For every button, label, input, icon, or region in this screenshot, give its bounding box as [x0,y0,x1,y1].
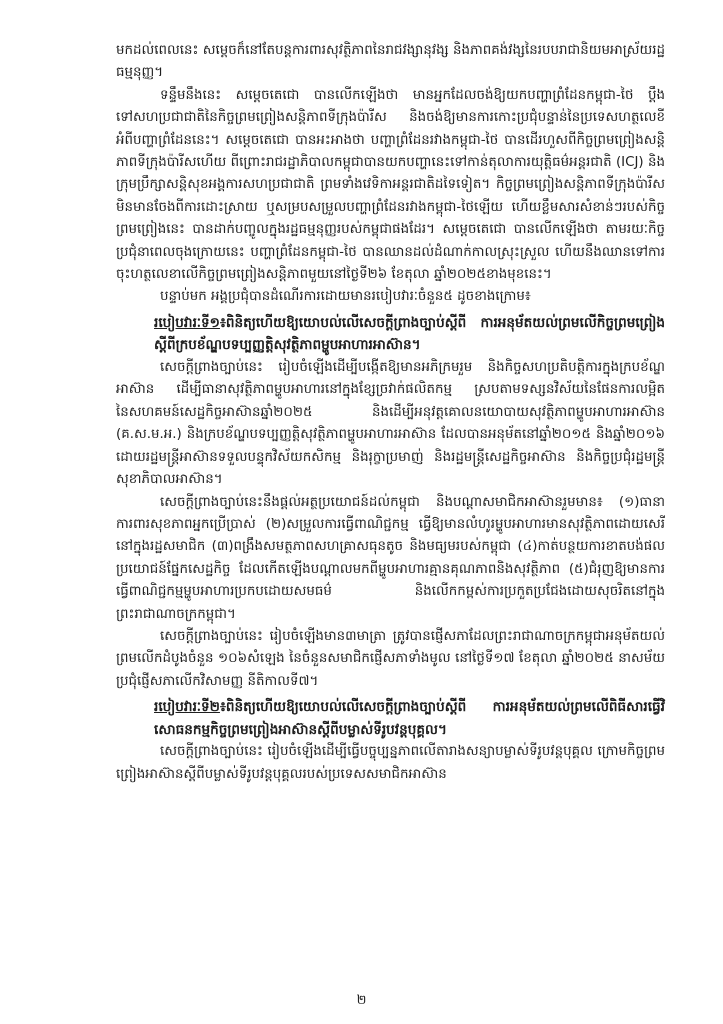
paragraph-1: មកដល់ពេលនេះ សម្ដេចក៏នៅតែបន្តការពារសុវត្ថិភាពនៃរាជវង្សានុវង្ស និងភាពគង់វង្សនៃរបបរាជានិយមអាស្រ័យរដ្ឋធម្មនុញ្ញ។ [116,43,665,81]
agenda-item-2 [116,696,665,741]
agenda-item-1 [116,312,665,357]
paragraph-4: សេចក្ដីព្រាងច្បាប់នេះ រៀបចំឡើងដើម្បីបង្កើតឱ្យមានអភិក្រមរួម និងកិច្ចសហប្រតិបត្តិការក្នុងក្របខ័ណ្ឌអាស៊ាន ដើម្បីធានាសុវត្ថិភាពម្ហូបអាហារនៅក្នុងខ្សែច្រវាក់ផលិតកម្ម ស្របតាមទស្សនវិស័យនៃផែនការលម្អិតនៃសហគមន៍សេដ្ឋកិច្ចអាស៊ានឆ្នាំ២០២៥ និងដើម្បីអនុវត្តគោលនយោបាយសុវត្ថិភាពម្ហូបអាហារអាស៊ាន (គ.ស.ម.អ.) និងក្របខ័ណ្ឌបទប្បញ្ញត្តិសុវត្ថិភាពម្ហូបអាហារអាស៊ាន ដែលបានអនុម័តនៅឆ្នាំ២០១៥ និងឆ្នាំ២០១៦ ដោយរដ្ឋមន្ត្រីអាស៊ានទទួលបន្ទុកវិស័យកសិកម្ម និងរុក្ខាប្រមាញ់ និងរដ្ឋមន្ត្រីសេដ្ឋកិច្ចអាស៊ាន និងកិច្ចប្រជុំរដ្ឋមន្ត្រីសុខាភិបាលអាស៊ាន។ [116,360,665,488]
agenda-item-1-heading [116,312,665,357]
paragraph-3: បន្ទាប់មក អង្គប្រជុំបានដំណើរការដោយមានរបៀបវារៈចំនួន៥ ដូចខាងក្រោម៖ [160,289,531,305]
page-number: ២ [356,993,367,1008]
paragraph-5: សេចក្ដីព្រាងច្បាប់នេះនឹងផ្ដល់អត្ថប្រយោជន៍ដល់កម្ពុជា និងបណ្ដាសមាជិកអាស៊ានរួមមាន៖ (១)ធានាការពារសុខភាពអ្នកប្រើប្រាស់ (២)សម្រួលការធ្វើពាណិជ្ជកម្ម ធ្វើឱ្យមានលំហូរម្ហូបអាហារមានសុវត្ថិភាពដោយសេរី នៅក្នុងរដ្ឋសមាជិក (៣)ពង្រឹងសមត្ថភាពសហគ្រាសធុនតូច និងមធ្យមរបស់កម្ពុជា (៤)កាត់បន្ថយការខាតបង់ផលប្រយោជន៍ផ្នែកសេដ្ឋកិច្ច ដែលកើតឡើងបណ្ដាលមកពីម្ហូបអាហារគ្មានគុណភាពនិងសុវត្ថិភាព (៥)ជំរុញឱ្យមានការធ្វើពាណិជ្ជកម្មម្ហូបអាហារប្រកបដោយសមធម៌ និងលើកកម្ពស់ការប្រកួតប្រជែងដោយសុចរិតនៅក្នុងព្រះរាជាណាចក្រកម្ពុជា។ [116,494,665,622]
agenda-item-2-heading [116,696,665,741]
agenda-item-1-number: របៀបវារៈទី១ [154,314,220,331]
paragraph-2: ទន្ទឹមនឹងនេះ សម្ដេចតេជោ បានលើកឡើងថា មានអ្នកដែលចង់ឱ្យយកបញ្ហាព្រំដែនកម្ពុជា-ថៃ ប្ដឹងទៅសហប្រជាជាតិនៃកិច្ចព្រមព្រៀងសន្តិភាពទីក្រុងប៉ារីស និងចង់ឱ្យមានការកោះប្រជុំបន្ទាន់នៃប្រទេសហត្ថលេខី អំពីបញ្ហាព្រំដែននេះ។ សម្ដេចតេជោ បានអះអាងថា បញ្ហាព្រំដែនរវាងកម្ពុជា-ថៃ បានដើរហួសពីកិច្ចព្រមព្រៀងសន្តិភាពទីក្រុងប៉ារីសហើយ ពីព្រោះរាជរដ្ឋាភិបាលកម្ពុជាបានយកបញ្ហានេះទៅកាន់តុលាការយុត្តិធម៌អន្តរជាតិ (ICJ) និងក្រុមប្រឹក្សាសន្តិសុខអង្គការសហប្រជាជាតិ ព្រមទាំងវេទិកាអន្តរជាតិដទៃទៀត។ កិច្ចព្រមព្រៀងសន្តិភាពទីក្រុងប៉ារីស មិនមានចែងពីការដោះស្រាយ ឬសម្របសម្រួលបញ្ហាព្រំដែនរវាងកម្ពុជា-ថៃឡើយ ហើយខ្លឹមសារសំខាន់ៗរបស់កិច្ចព្រមព្រៀងនេះ បានដាក់បញ្ចូលក្នុងរដ្ឋធម្មនុញ្ញរបស់កម្ពុជាផងដែរ។ សម្ដេចតេជោ បានលើកឡើងថា តាមរយៈកិច្ចប្រជុំនាពេលចុងក្រោយនេះ បញ្ហាព្រំដែនកម្ពុជា-ថៃ បានឈានដល់ដំណាក់កាលស្រុះស្រួល ហើយនឹងឈានទៅការចុះហត្ថលេខាលើកិច្ចព្រមព្រៀងសន្តិភាពមួយនៅថ្ងៃទី២៦ ខែតុលា ឆ្នាំ២០២៥ខាងមុខនេះ។ [116,87,665,283]
paragraph-6: សេចក្ដីព្រាងច្បាប់នេះ រៀបចំឡើងមាន៣មាត្រា ត្រូវបានផ្ញើសភាដែលព្រះរាជាណាចក្រកម្ពុជាអនុម័តយល់ព្រមលើកដំបូងចំនួន ១០៦សំឡេង នៃចំនួនសមាជិកផ្ញើសភាទាំងមូល នៅថ្ងៃទី១៧ ខែតុលា ឆ្នាំ២០២៥ នាសម័យប្រជុំផ្ញើសភាលើកវិសាមញ្ញ នីតិកាលទី៧។ [116,628,665,689]
agenda-item-2-number: របៀបវារៈទី២ [154,699,220,716]
paragraph-7: សេចក្ដីព្រាងច្បាប់នេះ រៀបចំឡើងដើម្បីធ្វើបច្ចុប្បន្នភាពលើតារាងសន្យាបម្លាស់ទីរូបវន្តបុគ្គល ក្រោមកិច្ចព្រមព្រៀងអាស៊ានស្ដីពីបម្លាស់ទីរូបវន្តបុគ្គលរបស់ប្រទេសសមាជិកអាស៊ាន [116,744,665,782]
agenda-item-2-title: ៖ពិនិត្យហើយឱ្យយោបល់លើសេចក្ដីព្រាងច្បាប់ស្ដីពី ការអនុម័តយល់ព្រមលើពិធីសារធ្វើវិសោធនកម្មកិច្ចព្រមព្រៀងអាស៊ានស្ដីពីបម្លាស់ទីរូបវន្តបុគ្គល។ [154,699,665,738]
agenda-item-1-title: ៖ពិនិត្យហើយឱ្យយោបល់លើសេចក្ដីព្រាងច្បាប់ស្ដីពី ការអនុម័តយល់ព្រមលើកិច្ចព្រមព្រៀងស្ដីពីក្របខ័ណ្ឌបទប្បញ្ញត្តិសុវត្ថិភាពម្ហូបអាហារអាស៊ាន។ [154,314,665,354]
